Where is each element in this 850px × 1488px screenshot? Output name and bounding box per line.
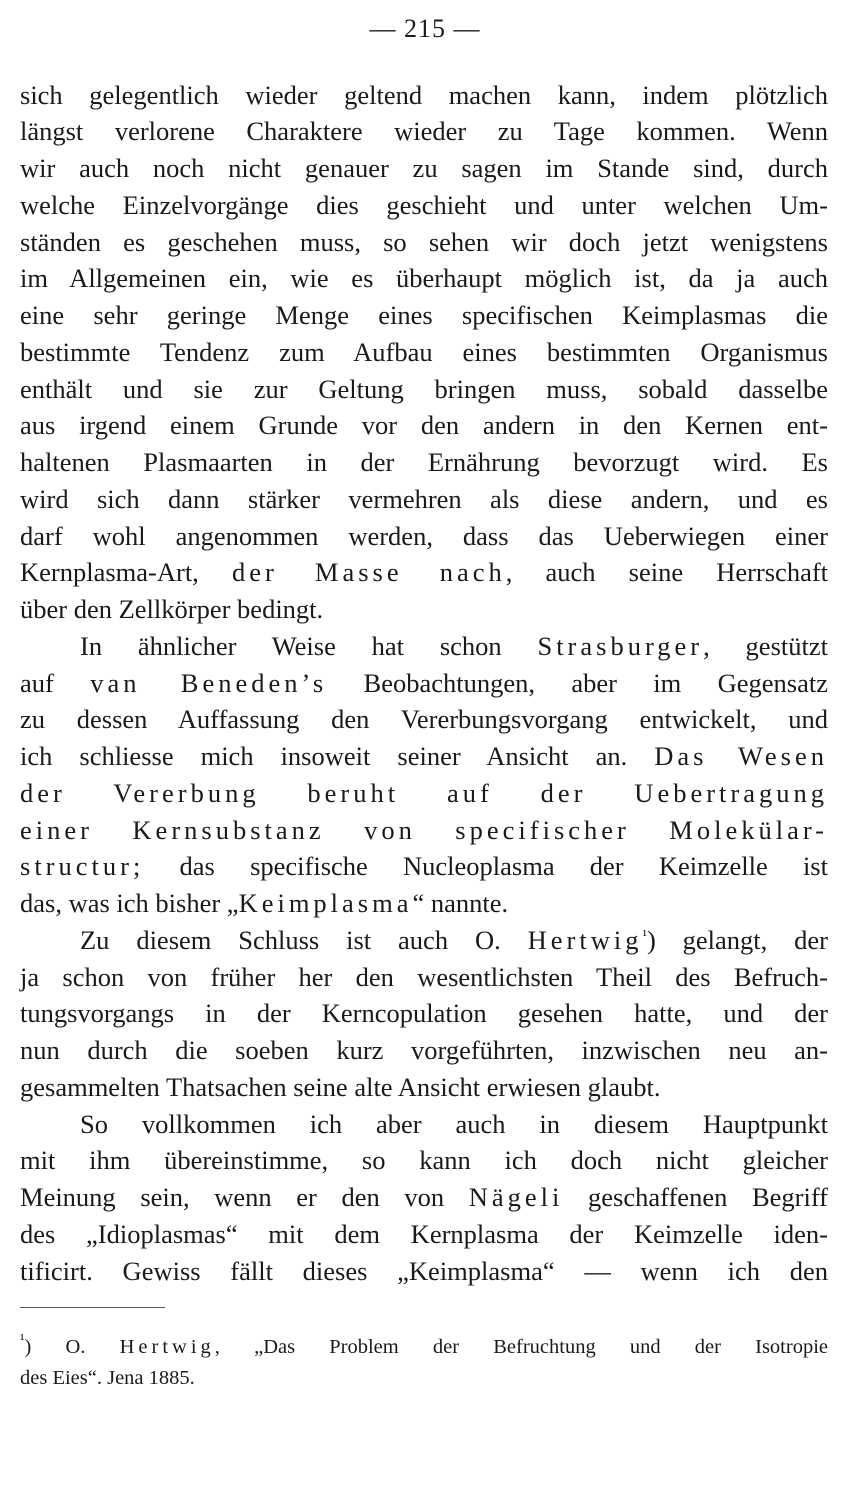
text-line: im Allgemeinen ein, wie es überhaupt möglich ist, da ja auch <box>20 263 828 293</box>
text-line: wird sich dann stärker vermehren als diese andern, und es <box>20 484 828 514</box>
text-line: tungsvorgangs in der Kerncopulation gesehen hatte, und der <box>20 998 828 1028</box>
text-line: wir auch noch nicht genauer zu sagen im Stande sind, durch <box>20 153 828 183</box>
spaced-emphasis: der Masse nach <box>231 557 506 587</box>
footnote-marker: ¹ <box>20 1332 25 1348</box>
author-name-van-beneden: van Beneden’s <box>90 668 328 698</box>
footnote-line: des Eies“. Jena 1885. <box>20 1367 195 1389</box>
spaced-emphasis-line: einer Kernsubstanz von specifischer Molekülar- <box>20 815 828 845</box>
text-line: des „Idioplasmas“ mit dem Kernplasma der Keimzelle iden- <box>20 1219 828 1249</box>
text-line: ständen es geschehen muss, so sehen wir doch jetzt wenigstens <box>20 227 828 257</box>
text-line: ich schliesse mich insoweit seiner Ansicht an. Das Wesen <box>20 741 828 771</box>
text-line: darf wohl angenommen werden, dass das Ueberwiegen einer <box>20 521 828 551</box>
footnote-line: $^{^1}$) O. Hertwig, „Das Problem der Befruchtung und der Isotropie <box>20 1332 829 1358</box>
text-line: aus irgend einem Grunde vor den andern in den Kernen ent- <box>20 410 828 440</box>
paragraph-start-line: So vollkommen ich aber auch in diesem Hauptpunkt <box>80 1109 828 1139</box>
text-line: welche Einzelvorgänge dies geschieht und unter welchen Um- <box>20 190 828 220</box>
author-name-strasburger: Strasburger <box>537 631 704 661</box>
spaced-emphasis: Keimplasma <box>238 888 413 918</box>
paragraph-start-line: Zu diesem Schluss ist auch O. Hertwig$^{^1}$) gelangt, der <box>80 925 829 955</box>
text-line: gesammelten Thatsachen seine alte Ansicht erwiesen glaubt. <box>20 1072 661 1102</box>
text-line: das, was ich bisher „Keimplasma“ nannte. <box>20 888 509 918</box>
text-line: haltenen Plasmaarten in der Ernährung bevorzugt wird. Es <box>20 447 828 477</box>
spaced-emphasis-line: der Vererbung beruht auf der Uebertragung <box>20 778 828 808</box>
text-line: längst verlorene Charaktere wieder zu Tage kommen. Wenn <box>20 116 828 146</box>
spaced-emphasis: Das Wesen <box>654 741 828 771</box>
text-line: Kernplasma-Art, der Masse nach, auch seine Herrschaft <box>20 557 829 587</box>
page-number: — 215 — <box>369 14 481 43</box>
text-line: tificirt. Gewiss fällt dieses „Keimplasma“ — wenn ich den <box>20 1256 828 1286</box>
text-line: eine sehr geringe Menge eines specifischen Keimplasmas die <box>20 300 828 330</box>
text-line: mit ihm übereinstimme, so kann ich doch nicht gleicher <box>20 1145 828 1175</box>
footnote-divider <box>20 1307 165 1308</box>
text-line: zu dessen Auffassung den Vererbungsvorgang entwickelt, und <box>20 704 828 734</box>
author-name-naegeli: Nägeli <box>468 1182 564 1212</box>
spaced-emphasis: structur; <box>20 851 145 881</box>
text-line: sich gelegentlich wieder geltend machen kann, indem plötzlich <box>20 80 828 110</box>
text-line: auf van Beneden’s Beobachtungen, aber im Gegensatz <box>20 668 828 698</box>
text-line: ja schon von früher her den wesentlichsten Theil des Befruch- <box>20 962 828 992</box>
text-line: bestimmte Tendenz zum Aufbau eines bestimmten Organismus <box>20 337 828 367</box>
author-name-hertwig: Hertwig <box>119 1336 215 1358</box>
author-name-hertwig: Hertwig <box>527 925 643 955</box>
text-line: structur; das specifische Nucleoplasma der Keimzelle ist <box>20 851 828 881</box>
text-line: nun durch die soeben kurz vorgeführten, inzwischen neu an- <box>20 1035 828 1065</box>
text-line: Meinung sein, wenn er den von Nägeli geschaffenen Begriff <box>20 1182 828 1212</box>
paragraph-start-line: In ähnlicher Weise hat schon Strasburger, gestützt <box>80 631 828 661</box>
footnote-marker: ¹ <box>642 928 647 944</box>
text-line: über den Zellkörper bedingt. <box>20 594 324 624</box>
text-line: enthält und sie zur Geltung bringen muss, sobald dasselbe <box>20 374 828 404</box>
